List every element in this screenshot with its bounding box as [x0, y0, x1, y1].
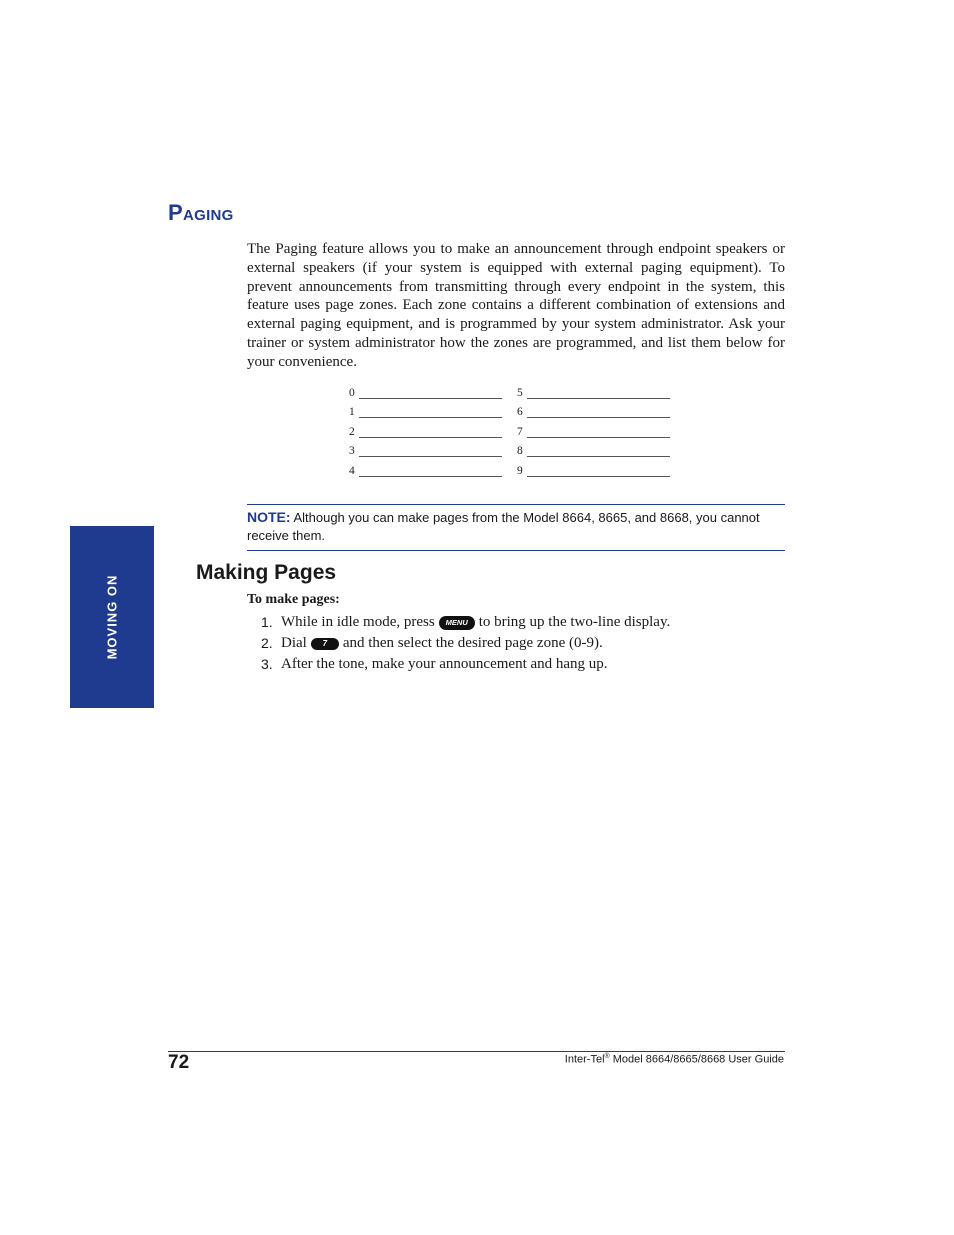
zone-blank-line [359, 405, 502, 418]
step-text: Dial [281, 635, 307, 651]
zone-entry [517, 457, 679, 477]
zone-number: 7 [517, 425, 523, 438]
note-text: Although you can make pages from the Model 8664, 8665, and 8668, you cannot receive them. [247, 510, 760, 543]
zone-number: 0 [349, 386, 355, 399]
subsection-title: Making Pages [196, 561, 337, 584]
list-item [261, 633, 670, 654]
zone-blank-line [527, 444, 670, 457]
zone-entry [517, 399, 679, 419]
zone-entry [349, 438, 517, 458]
list-item [261, 654, 670, 675]
zone-number: 6 [517, 406, 523, 418]
step-text: to bring up the two-line display. [478, 614, 671, 630]
step-text: While in idle mode, press [281, 614, 435, 630]
procedure-label: To make pages: [247, 592, 340, 607]
zone-number: 8 [517, 445, 523, 457]
page-number: 72 [168, 1052, 190, 1073]
zone-number: 4 [349, 464, 355, 477]
zone-number: 9 [517, 464, 523, 477]
zone-blank-line [527, 386, 670, 399]
step-text: After the tone, make your announcement and hang up. [281, 656, 608, 672]
step-text: and then select the desired page zone (0-9). [342, 635, 603, 651]
side-tab-label: MOVING ON [104, 574, 120, 660]
zone-blank-line [527, 425, 670, 438]
note-label: NOTE: [247, 509, 291, 525]
zone-blank-line [359, 444, 502, 457]
side-tab [70, 526, 154, 708]
zone-blank-line [359, 464, 502, 477]
zone-entry [517, 438, 679, 458]
step-number: 1. [261, 614, 273, 630]
list-item [261, 612, 670, 633]
footer-divider [168, 1051, 785, 1052]
footer-guide-title [565, 1053, 784, 1066]
step-number: 2. [261, 635, 273, 651]
footer-title-text: Model 8664/8665/8668 User Guide [609, 1053, 784, 1066]
zone-number: 2 [349, 425, 355, 438]
digit-7-key-icon: 7 [311, 638, 339, 650]
zone-number: 1 [349, 406, 355, 418]
zone-entry [517, 418, 679, 438]
zone-blank-line [527, 405, 670, 418]
step-list [261, 612, 670, 675]
section-title: Paging [168, 200, 234, 225]
zone-list [349, 379, 679, 477]
zone-number: 5 [517, 386, 523, 399]
zone-entry [349, 399, 517, 419]
footer-brand: Inter-Tel [564, 1053, 605, 1066]
zone-entry [349, 457, 517, 477]
intro-paragraph: The Paging feature allows you to make an announcement through endpoint speakers or external speakers (if your system is equipped with external paging equipment). To prevent announcements from transmitting through every endpoint in the system, this feature uses page zones. Each zone contains a different combination of extensions and external paging equipment, and is programmed by your system administrator. Ask your trainer or system administrator how the zones are programmed, and list them below for your convenience. [247, 241, 785, 370]
zone-entry [349, 418, 517, 438]
note-box [247, 504, 785, 551]
registered-mark: ® [604, 1053, 610, 1060]
zone-entry [517, 379, 679, 399]
zone-blank-line [359, 425, 502, 438]
zone-number: 3 [349, 445, 355, 457]
step-number: 3. [261, 656, 273, 672]
menu-key-icon: MENU [439, 616, 475, 630]
zone-blank-line [527, 464, 670, 477]
zone-entry [349, 379, 517, 399]
zone-blank-line [359, 386, 502, 399]
